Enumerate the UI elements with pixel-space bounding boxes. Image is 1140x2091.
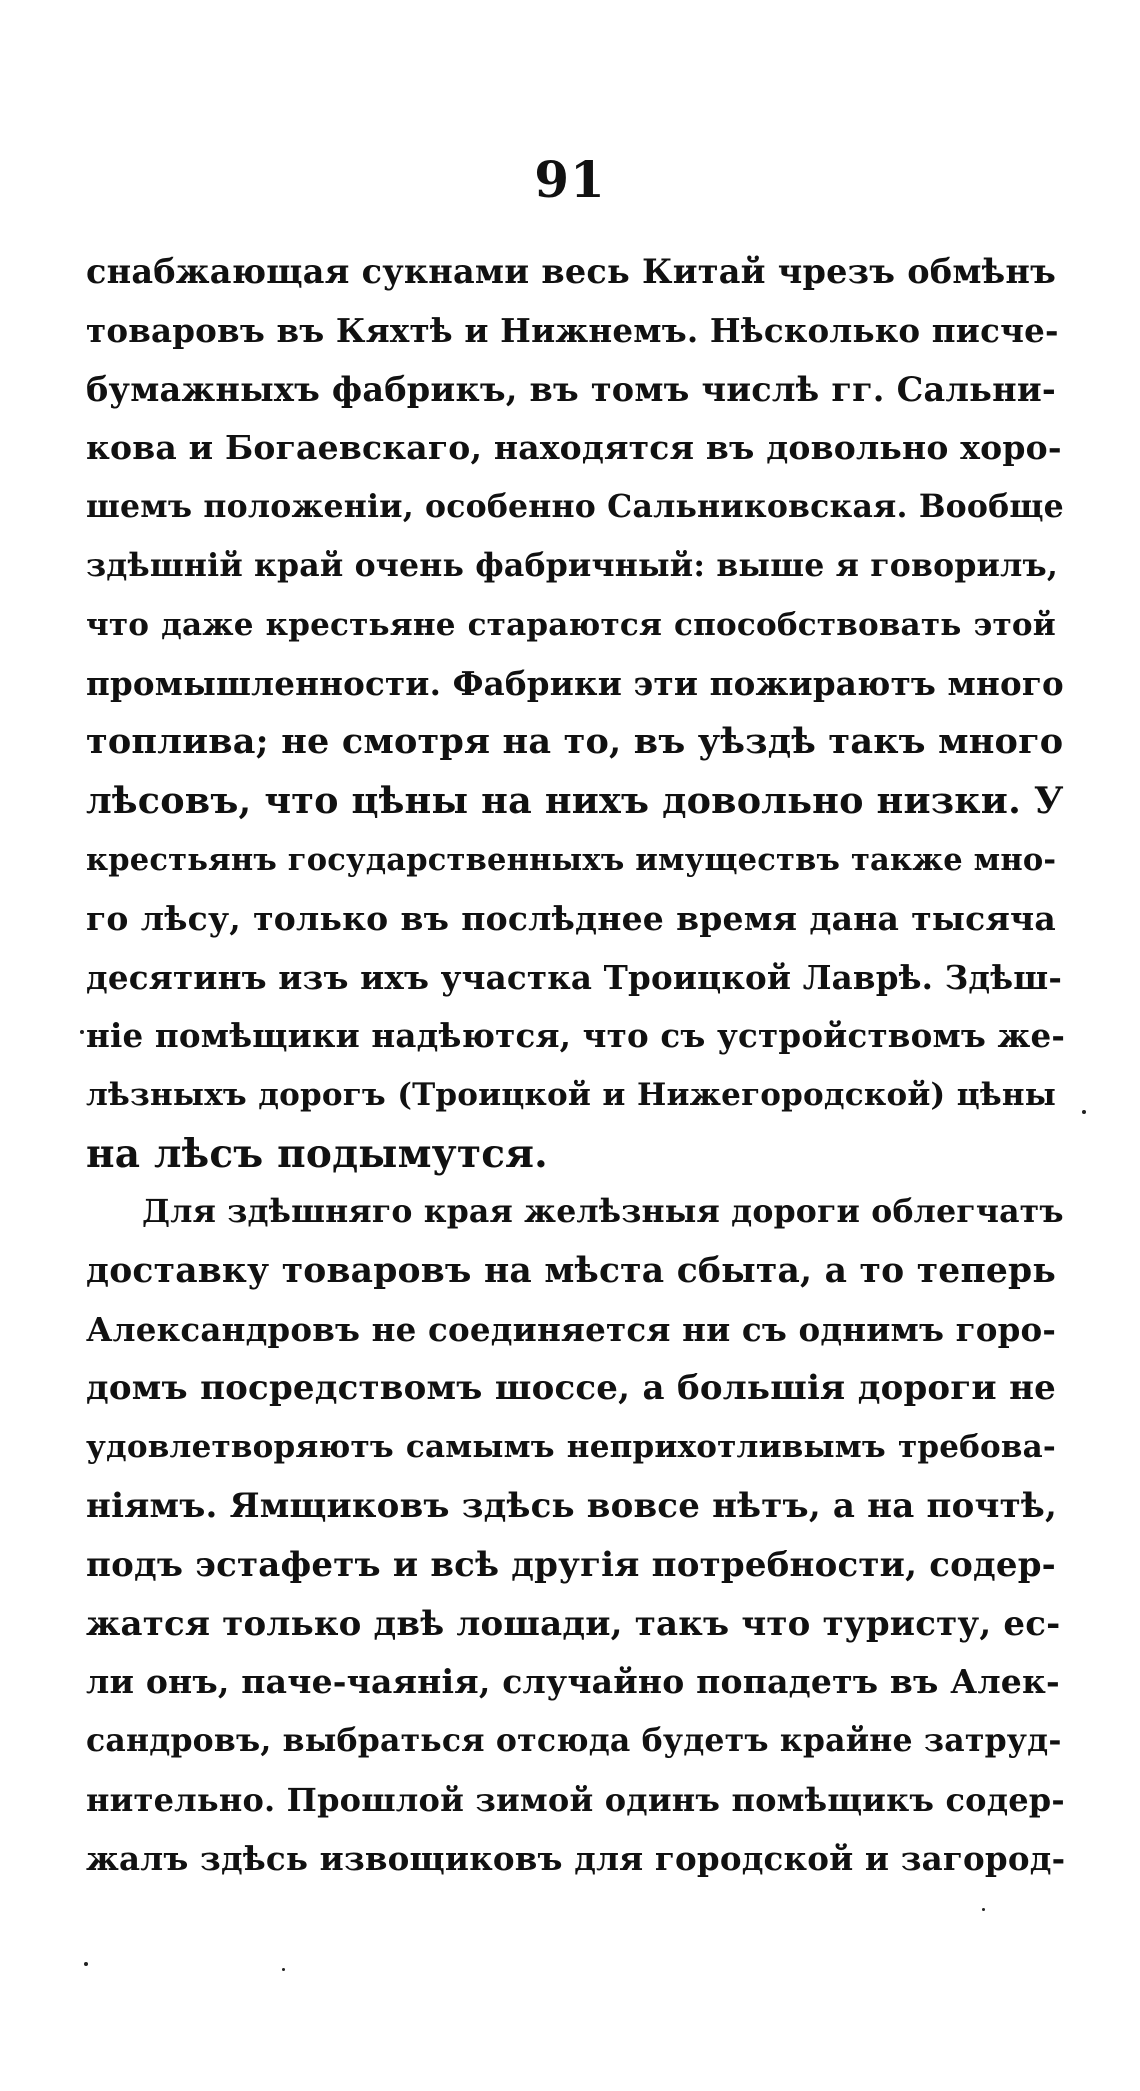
paragraph-1 <box>86 243 1066 1184</box>
text-line: Для здѣшняго края желѣзныя дороги облегчатъ <box>142 1193 1064 1230</box>
text-line: нительно. Прошлой зимой одинъ помѣщикъ содер- <box>86 1780 1065 1819</box>
text-line: жалъ здѣсь извощиковъ для городской и загород- <box>86 1838 1066 1878</box>
text-line: доставку товаровъ на мѣста сбыта, а то теперь <box>86 1250 1056 1291</box>
text-line: го лѣсу, только въ послѣднее время дана тысяча <box>86 898 1056 938</box>
text-line: лѣзныхъ дорогъ (Троицкой и Нижегородской) цѣны <box>86 1077 1056 1114</box>
text-line: снабжающая сукнами весь Китай чрезъ обмѣнъ <box>86 252 1056 291</box>
text-line: бумажныхъ фабрикъ, въ томъ числѣ гг. Сальни- <box>86 369 1056 409</box>
text-line: что даже крестьяне стараются способствовать этой <box>86 606 1056 643</box>
text-line: ніе помѣщики надѣются, что съ устройствомъ же- <box>86 1016 1066 1056</box>
text-line: жатся только двѣ лошади, такъ что туристу, ес- <box>86 1603 1061 1644</box>
text-line: лѣсовъ, что цѣны на нихъ довольно низки. У <box>86 779 1064 823</box>
text-line: здѣшній край очень фабричный: выше я говорилъ, <box>86 546 1059 584</box>
paragraph-2 <box>86 1183 1066 1889</box>
text-line: сандровъ, выбраться отсюда будетъ крайне затруд- <box>86 1722 1062 1760</box>
scan-speck <box>282 1968 285 1971</box>
text-line: топлива; не смотря на то, въ уѣздѣ такъ много <box>86 721 1064 763</box>
text-line: шемъ положеніи, особенно Сальниковская. Вообще <box>86 488 1064 526</box>
text-line: промышленности. Фабрики эти пожираютъ много <box>86 663 1064 703</box>
text-line: удовлетворяютъ самымъ неприхотливымъ требова- <box>86 1429 1056 1466</box>
scan-speck <box>84 1962 88 1966</box>
text-line: Александровъ не соединяется ни съ однимъ горо- <box>86 1309 1057 1349</box>
text-line: крестьянъ государственныхъ имуществъ также мно- <box>86 841 1057 878</box>
scan-speck <box>982 1908 985 1911</box>
text-line: ли онъ, паче-чаянія, случайно попадетъ въ Алек- <box>86 1662 1060 1702</box>
text-line: десятинъ изъ ихъ участка Троицкой Лаврѣ. Здѣш- <box>86 957 1063 997</box>
scan-speck <box>1082 1110 1086 1114</box>
scan-speck <box>80 1030 84 1034</box>
text-line: подъ эстафетъ и всѣ другія потребности, содер- <box>86 1544 1056 1585</box>
text-line: ніямъ. Ямщиковъ здѣсь вовсе нѣтъ, а на почтѣ, <box>86 1485 1057 1526</box>
text-line: домъ посредствомъ шоссе, а большія дороги не <box>86 1368 1056 1409</box>
text-line: товаровъ въ Кяхтѣ и Нижнемъ. Нѣсколько писче- <box>86 310 1059 350</box>
text-line: кова и Богаевскаго, находятся въ довольно хоро- <box>86 428 1062 468</box>
page-number: 91 <box>534 150 606 209</box>
text-line: на лѣсъ подымутся. <box>86 1130 548 1177</box>
